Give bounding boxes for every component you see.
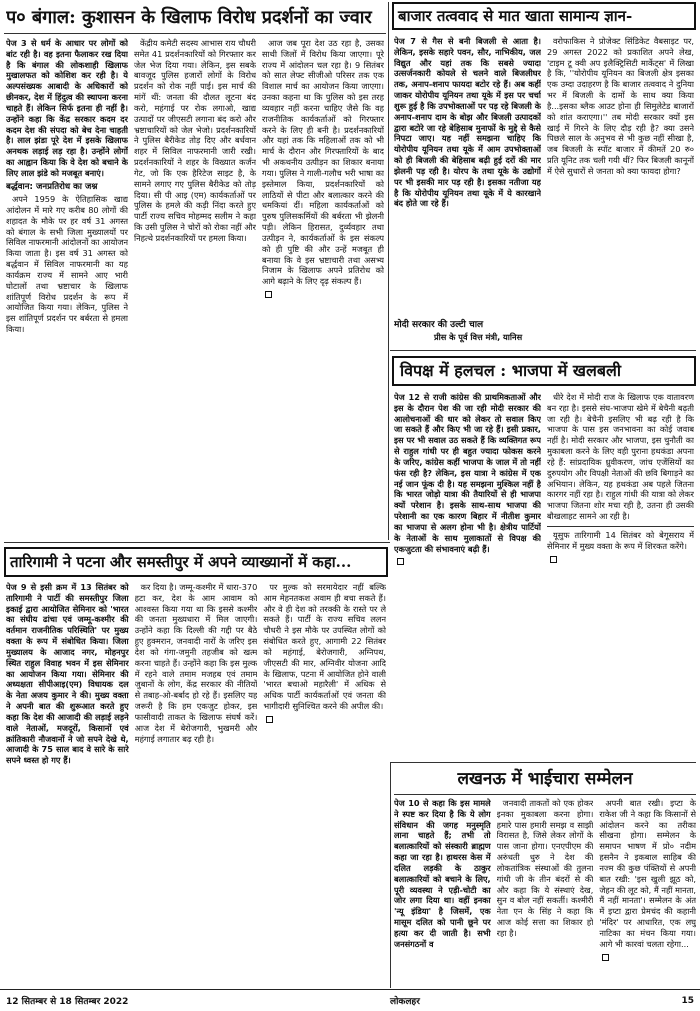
lucknow-headline: लखनऊ में भाईचारा सम्मेलन xyxy=(457,769,633,789)
bengal-col-2 xyxy=(134,38,256,538)
bengal-col-3 xyxy=(262,38,384,538)
vipaksh-col2b-text: यूसुफ तारिगामी 14 सितंबर को बेगूसराय में सेमिनार में मुख्य वक्ता के रूप में शिरकत करेंगे। xyxy=(547,529,694,551)
tarigami-col-3 xyxy=(263,582,386,986)
lucknow-col2-text: जनवादी ताकतों को एक होकर इनका मुकाबला करना होगा। हमारे पास हमारी समझ व साझी विरासत है, जिसे लेकर लोगों के पास जाना होगा। एनएपीएम की अरुंधती धुरु ने देश की लोकतांत्रिक संस्थाओं की तुलना गांधी जी के तीन बंदरों से की और कहा कि ये संस्थाएं देख, सुन व बोल नहीं सकतीं। कश्मीरी नेता एन के सिंह ने कहा कि आज कोई सत्ता का शिकार हो रहा है। xyxy=(496,798,594,938)
tarigami-body xyxy=(6,582,386,986)
bengal-col3-text: आज जब पूरा देश उठ रहा है, उसका साथी जिलों में विरोध किया जाएगा। पूरे राज्य में आंदोलन चल रहा है। 9 सितंबर को सात लेफ्ट सीजीओ परिसर तक एक विशाल मार्च का आयोजन किया जाएगा। उनका कहना था कि पुलिस को इस तरह व्यवहार नहीं करना चाहिए जैसे कि वह राजनीतिक कार्यकर्ताओं को गिरफ्तार करने के लिए ही बनी है। प्रदर्शनकारियों और यहां तक कि महिलाओं तक को भी मार्च के दौरान और गिरफ्तारियों के बाद भी अकथनीय उत्पीड़न का शिकार बनाया गया। पुलिस ने गाली-गलौच भरी भाषा का इस्तेमाल किया, प्रदर्शनकारियों को लाठियों से पीटा और बलात्कार करने की धमकियां दीं। महिला कार्यकर्ताओं को पुरुष पुलिसकर्मियों की बर्बरता भी झेलनी पड़ी। लेकिन हिरासत, दुर्व्यवहार तथा उत्पीड़न ने, कार्यकर्ताओं के इस संकल्प को ही पुष्टि की और उन्हें मजबूत ही बनाया कि वे इस भ्रष्टाचारी तथा असभ्य निजाम के खिलाफ अपने प्रतिरोध को आगे बढ़ाने के लिए दृढ़ संकल्प हैं। xyxy=(262,38,384,287)
vipaksh-col1-text: पेज 12 से राजी कांग्रेस की प्राथमिकताओं और इस के दौरान पेश की जा रही मोदी सरकार की आलोचनाओं की धार को लेकर तो सवाल किए जा सकते हैं और किए भी जा रहे हैं। इसी प्रकार, इस पर भी सवाल उठ सकते हैं कि व्यक्तिगत रूप से राहुल गांधी पर ही बहुत ज्यादा फोकस करने के जरिए, कांग्रेस कहीं भाजपा के जाल में तो नहीं फंस रही है? लेकिन, इस यात्रा ने कांग्रेस में एक नई जान फूंक दी है। यह समझना मुश्किल नहीं है कि भारत जोड़ो यात्रा की तैयारियों से ही भाजपा क्यों परेशान है। इसके साथ-साथ भाजपा की परेशानी का एक कारण बिहार में नीतीश कुमार का भाजपा से अलग होना भी है। क्षेत्रीय पार्टियों के नेताओं के साथ मुलाकातों से विपक्ष की एकजुटता की संभावनाएं बढ़ी हैं। xyxy=(394,392,541,554)
bazaar-col1-text: पेज 7 से गैस से बनी बिजली से आता है। लेकिन, इसके सहारे पवन, सौर, नाभिकीय, जल विद्युत और यहां तक कि सबसे ज्यादा उत्सर्जनकारी कोयले से चलने वाले बिजलीघर तक, अनाप-शनाप फायदा बटोर रहे हैं। अब कहीं जाकर योरोपीय यूनियन तथा यूके में इस पर चर्चा शुरू हुई है कि उपभोक्ताओं पर पड़ रहे बिजली के अनाप-शनाप दाम के बोझ और बिजली उत्पादकों द्वारा बटोरे जा रहे बेहिसाब मुनाफों के मुद्दे से कैसे निपटा जाए। यह नहीं समझना चाहिए कि योरोपीय यूनियन तथा यूके में आम उपभोक्ताओं को ही बिजली की बेहिसाब बढ़ी हुई दरों की मार झेलनी पड़ रही है। योरप के तथा यूके के उद्योगों पर भी इसकी मार पड़ रही है। इसका नतीजा यह है कि योरोपीय यूनियन तथा यूके में ये कारखाने बंद होते जा रहे हैं। xyxy=(394,36,541,209)
tarigami-col2-text: कर दिया है। जम्मू-कश्मीर में धारा-370 हटा कर, देश के आम आवाम को आश्वस्त किया गया था कि इससे कश्मीर की जनता मुख्यधारा में मिल जाएगी। उन्होंने कहा कि दिल्ली की गद्दी पर बैठे हुए हुक्मरान, जनवादी नारों के जरिए इस देश को गंगा-जमुनी तहजीब को खत्म करना चाहते हैं। उन्होंने कहा कि इस मुल्क में रहने वाले तमाम मजहब एवं तमाम जुबानों के लोग, केंद्र सरकार की नीतियों से तबाह-ओ-बर्बाद हो रहे हैं। इसलिए यह जरूरी है कि हम एकजुट होकर, इस फासीवादी ताकत के खिलाफ संघर्ष करें। आज देश में बेरोजगारी, भुखमरी और महंगाई लगातार बढ़ रही है। xyxy=(134,582,258,744)
vipaksh-body xyxy=(394,392,694,760)
bazaar-subhead: मोदी सरकार की उल्टी चाल xyxy=(394,320,484,330)
bazaar-col2-text: वरोफाकिस ने प्रोजेक्ट सिंडिकेट वैबसाइट पर, 29 अगस्त 2022 को प्रकाशित अपने लेख, 'टाइम टू क्वी अप इलैक्ट्रिसिटी मार्केट्स' में लिखा है कि, ''योरोपीय यूनियन का बिजली क्षेत्र इसका एक उम्दा उदाहरण है कि बाजार तत्ववाद ने दुनिया भर में बिजली के दामों के साथ क्या किया है...इसका ब्लैक आउट होना ही सिमुलेटेड बाजारों को शांत कराएगा।'' तब मोदी सरकार क्यों इस खाई में गिरने के लिए दौड़ रही है? क्या उसने पिछले साल के अनुभव से भी कुछ नहीं सीखा है, जब बिजली के स्पॉट बाजार में कीमतें 20 रु० प्रति यूनिट तक चली गयी थीं? फिर बिजली कानूनों में ऐसे सुधारों से जनता को क्या फायदा होगा? xyxy=(547,36,694,176)
vipaksh-col-1 xyxy=(394,392,541,760)
bengal-col1-text: पेज 3 से धर्म के आधार पर लोगों को बांट रही है। वह इतना फैलाकर रख दिया है कि बंगाल की लोकशाही खिलाफ मुखालफत को कोशिश कर रही है। ये अल्पसंख्यक आबादी के अधिकारों को छीनकर, देश में हिंदुत्व की स्थापना करना चाहते हैं। लेकिन सिर्फ इतना ही नहीं है। उन्होंने कहा कि केंद्र सरकार कदम दर कदम देश की संपदा को बेच देना चाहती है। लाल झंडा पूरे देश में इसके खिलाफ अनथक लड़ाई लड़ रहा है। उन्होंने लोगों का आह्वान किया कि वे देश को बचाने के लिए लाल झंडे को मजबूत बनाएं। xyxy=(6,38,128,178)
bengal-col-1 xyxy=(6,38,128,538)
bazaar-headline: बाजार तत्ववाद से मात खाता सामान्य ज्ञान- xyxy=(392,2,696,30)
bengal-headline: प० बंगाल: कुशासन के खिलाफ विरोध प्रदर्शनों का ज्वार xyxy=(6,7,372,28)
bazaar-byline: प्रीस के पूर्व वित्त मंत्री, यानिस xyxy=(434,332,523,342)
page-footer xyxy=(0,989,700,1011)
bengal-subhead: बर्द्धवान: जनप्रतिरोध का जश्न xyxy=(6,181,98,192)
article-end-mark xyxy=(550,556,557,563)
vipaksh-col2-text: धीरे देश में मोदी राज के खिलाफ एक वातावरण बन रहा है। इससे संघ-भाजपा खेमे में बेचैनी बढ़ती जा रही है। बेचैनी इसलिए भी बढ़ रही है कि भाजपा के पास इस जनभावना का कोई जवाब नहीं है। मोदी सरकार और भाजपा, इस चुनौती का मुकाबला करने के लिए वही पुराना हथकंडा अपना रहे हैं: सांप्रदायिक ध्रुवीकरण, जांच एजेंसियों का दुरुपयोग और विपक्षी नेताओं की छवि बिगाड़ने का अभियान। लेकिन, यह हथकंडा अब पहले जितना कारगर नहीं रहा है। राहुल गांधी की यात्रा को लेकर भाजपा जितना शोर मचा रही है, उतना ही उसकी बौखलाहट सामने आ रही है। xyxy=(547,392,694,522)
vipaksh-headline: विपक्ष में हलचल : भाजपा में खलबली xyxy=(392,356,696,386)
lucknow-col-2 xyxy=(497,798,594,986)
bazaar-body xyxy=(394,36,694,348)
bazaar-col-2 xyxy=(547,36,694,348)
article-end-mark xyxy=(266,716,273,723)
lucknow-body xyxy=(394,798,696,986)
article-end-mark xyxy=(397,558,404,565)
lucknow-col3-text: अपनी बात रखी। इप्टा के राकेश जी ने कहा कि किसानों से आंदोलन करने का तरीका सीखना होगा। सम्मेलन के समापन भाषण में प्रो० नदीम हसनैन ने इकबाल साहिब की नज्म की कुछ पंक्तियों से अपनी बात रखी: 'इस खुली झूठ को, जेहन की लूट को, मैं नहीं मानता, मैं नहीं मानता'। सम्मेलन के अंत में इप्टा द्वारा प्रेमचंद की कहानी 'मंदिर' पर आधारित, एक लघु नाटिका का मंचन किया गया। आगे भी कारवां चलता रहेगा... xyxy=(599,798,696,949)
tarigami-headline: तारिगामी ने पटना और समस्तीपुर में अपने व्याख्यानों में कहा... xyxy=(4,547,388,577)
article-end-mark xyxy=(602,954,609,961)
lucknow-col-1 xyxy=(394,798,491,986)
bazaar-footer-block xyxy=(394,317,694,345)
article-end-mark xyxy=(265,291,272,298)
bengal-col2-text: केंद्रीय कमेटी सदस्य आभास राय चौधरी समेत 41 प्रदर्शनकारियों को गिरफ्तार कर जेल भेज दिया गया। लेकिन, इस सबके बावजूद पुलिस हजारों लोगों के विरोध प्रदर्शन को रोक नहीं पाई। इस मार्च की मांगें थीं: जनता की दौलत लूटना बंद करो, महंगाई पर रोक लगाओ, खाद्य उत्पादों पर जीएसटी लगाना बंद करो और भ्रष्टाचारियों को जेल भेजो। प्रदर्शनकारियों ने पुलिस बैरीकेड तोड़ दिए और बर्धवान शहर में सिविल नाफरमानी जारी रखी। प्रदर्शनकारियों ने शहर के विख्यात कर्जन गेट, जो कि एक हैरिटेज साइट है, के सामने लगाए गए पुलिस बैरीकेड को तोड़ दिया। सी पी आइ (एम) कार्यकर्ताओं पर पुलिस के हमले की कड़ी निंदा करते हुए पार्टी राज्य सचिव मोहम्मद सलीम ने कहा कि उसी पुलिस ने चोरों को रोका नहीं और निहत्थे प्रदर्शनकारियों पर हमला किया। xyxy=(134,38,256,243)
tarigami-col-2 xyxy=(135,582,258,986)
footer-page-number: 15 xyxy=(681,995,694,1006)
tarigami-col-1 xyxy=(6,582,129,986)
bengal-body xyxy=(6,38,384,538)
footer-masthead: लोकलहर xyxy=(389,997,420,1007)
lucknow-col1-text: पेज 10 से कहा कि इस मामले ने स्पष्ट कर दिया है कि ये लोग संविधान की जगह मनुस्मृति लाना चाहते हैं; तभी तो बलात्कारियों को संस्कारी ब्राह्मण कहा जा रहा है। हाथरस केस में दलित लड़की के ठाकुर बलात्कारियों को बचाने के लिए, पूरी व्यवस्था ने एड़ी-चोटी का जोर लगा दिया था। वहीं इनका 'न्यू इंडिया' है जिसमें, एक मासूम दलित को पानी छूने पर हत्या कर दी जाती है। सभी जनसंगठनों व xyxy=(394,798,491,949)
footer-date: 12 सितम्बर से 18 सितम्बर 2022 xyxy=(6,997,129,1007)
tarigami-col1-text: पेज 9 से इसी क्रम में 13 सितंबर को तारिगामी ने पार्टी की समस्तीपुर जिला इकाई द्वारा आयोजित सेमिनार को 'भारत का संघीय ढांचा एवं जम्मू-कश्मीर की वर्तमान राजनीतिक परिस्थिति' पर मुख्य वक्ता के रूप में संबोधित किया। जिला मुख्यालय के आजाद नगर, मोहनपुर स्थित राहुल विवाह भवन में इस सेमिनार का आयोजन किया गया। सेमिनार की अध्यक्षता सीपीआइ(एम) विधायक दल के नेता अजय कुमार ने की। मुख्य वक्ता ने अपनी बात की शुरूआत करते हुए कहा कि देश की आजादी की लड़ाई लड़ने वाले नेताओं, मजदूरों, किसानों एवं क्रांतिकारी नौजवानों ने जो सपने देखे थे, आजादी के 75 साल बाद वे सारे के सारे सपने ध्वस्त हो गए हैं। xyxy=(6,582,129,766)
vipaksh-col-2 xyxy=(547,392,694,760)
bazaar-col-1 xyxy=(394,36,541,348)
tarigami-col3-text: पर मुल्क को सरमायेदार नहीं बल्कि आम मेहनतकश अवाम ही बचा सकते हैं। और वे ही देश को तरक्की के रास्ते पर ले सकते हैं। पार्टी के राज्य सचिव ललन चौधरी ने इस मौके पर उपस्थित लोगों को संबोधित करते हुए, आगामी 22 सितंबर को महंगाई, बेरोजगारी, अग्निपथ, जीएसटी की मार, अग्निवीर योजना आदि के खिलाफ, पटना में आयोजित होने वाली 'भारत बचाओ महारैली' में अधिक से अधिक पार्टी कार्यकर्ताओं एवं जनता की भागीदारी सुनिश्चित करने की अपील की। xyxy=(263,582,386,712)
bengal-col1b-text: अपने 1959 के ऐतिहासिक खाद्य आंदोलन में मारे गए करीब 80 लोगों की शहादत के मौके पर हर वर्ष 31 अगस्त को बंगाल के सभी जिला मुख्यालयों पर सिविल नाफरमानी आंदोलनों का आयोजन किया जाता है। इस वर्ष 31 अगस्त को बर्द्धवान में सिविल नाफरमानी का यह कार्यक्रम राज्य में सामने आए भारी घोटालों तथा भ्रष्टाचार के खिलाफ शांतिपूर्ण विरोध प्रदर्शन के रूप में आयोजित किया गया। लेकिन, पुलिस ने इस शांतिपूर्ण प्रदर्शन पर बर्बरता से हमला किया। xyxy=(6,194,128,335)
lucknow-col-3 xyxy=(599,798,696,986)
